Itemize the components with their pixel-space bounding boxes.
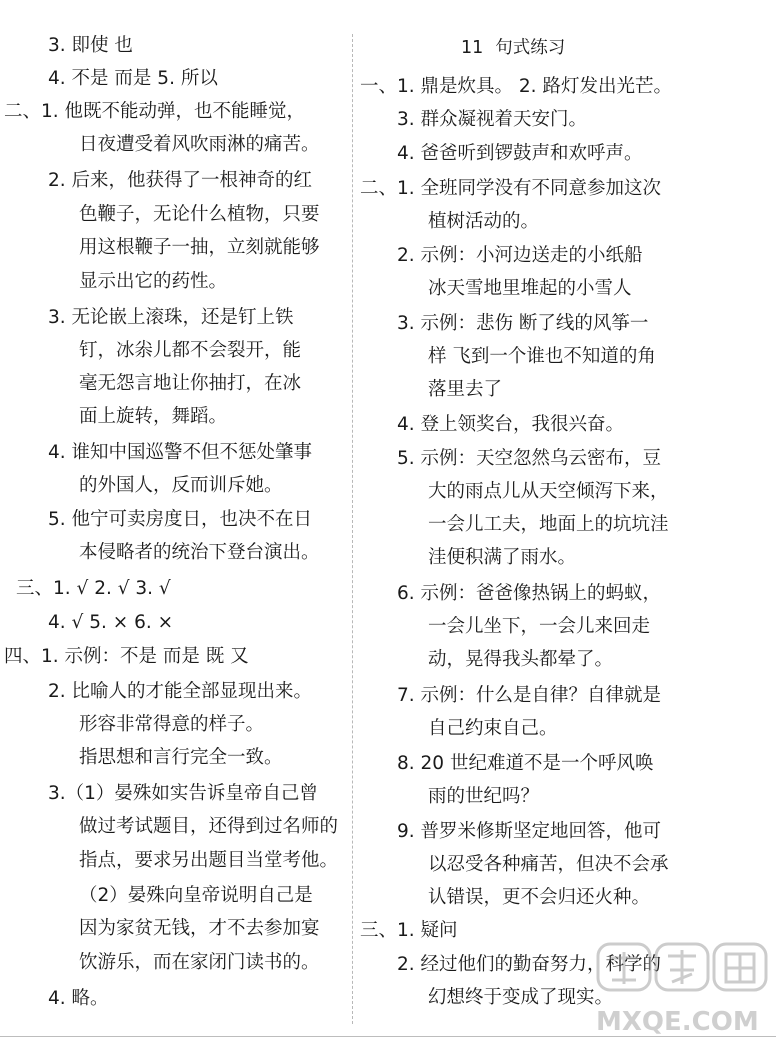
answer-line: 毫无怨言地让你抽打，在冰 <box>79 373 302 394</box>
answer-line: 形容非常得意的样子。 <box>79 714 265 735</box>
answer-line: 2. 比喻人的才能全部显现出来。 <box>48 681 313 702</box>
answer-line: 三、1. √ 2. √ 3. √ <box>16 578 171 599</box>
answer-line: 6. 示例：爸爸像热锅上的蚂蚁， <box>397 583 662 604</box>
answer-line: 3. 示例：悲伤 断了线的风筝一 <box>397 313 649 334</box>
answer-line: 样 飞到一个谁也不知道的角 <box>428 346 656 367</box>
answer-line: 5. 他宁可卖房度日，也决不在日 <box>48 509 313 530</box>
answer-line: 9. 普罗米修斯坚定地回答，他可 <box>397 821 662 842</box>
answer-line: 因为家贫无钱，才不去参加宴 <box>79 918 320 939</box>
section-title <box>461 36 565 60</box>
answer-line: 冰天雪地里堆起的小雪人 <box>428 278 632 299</box>
answer-line: 3. 群众凝视着天安门。 <box>397 109 588 130</box>
answer-line: 一、1. 鼎是炊具。 2. 路灯发出光芒。 <box>360 76 672 97</box>
answer-line: 自己约束自己。 <box>428 718 558 739</box>
answer-line: 雨的世纪吗？ <box>428 786 540 807</box>
answer-line: 大的雨点儿从天空倾泻下来， <box>428 481 669 502</box>
answer-line: 动，晃得我头都晕了。 <box>428 649 614 670</box>
answer-line: 二、1. 全班同学没有不同意参加这次 <box>360 178 662 199</box>
answer-line: 饮游乐，而在家闭门读书的。 <box>79 952 320 973</box>
answer-line: 做过考试题目，还得到过名师的 <box>79 816 339 837</box>
answer-line: 植树活动的。 <box>428 211 540 232</box>
answer-line: 以忍受各种痛苦，但决不会承 <box>428 854 669 875</box>
answer-line: 4. 谁知中国巡警不但不惩处肇事 <box>48 442 313 463</box>
answer-line: 3. 即使 也 <box>48 35 133 56</box>
answer-line: 显示出它的药性。 <box>79 271 228 292</box>
answer-line: 钉，冰尜儿都不会裂开，能 <box>79 340 302 361</box>
section-number: 11 <box>461 38 484 58</box>
answer-line: 色鞭子，无论什么植物，只要 <box>79 204 320 225</box>
answer-line: 用这根鞭子一抽，立刻就能够 <box>79 237 320 258</box>
answer-line: 四、1. 示例：不是 而是 既 又 <box>4 646 249 667</box>
answer-line: 本侵略者的统治下登台演出。 <box>79 542 320 563</box>
answer-line: （2）晏殊向皇帝说明自己是 <box>79 885 313 906</box>
answer-line: 面上旋转，舞蹈。 <box>79 406 228 427</box>
answer-line: 一会儿工夫，地面上的坑坑洼 <box>428 514 669 535</box>
answer-line: 4. 略。 <box>48 988 109 1009</box>
section-title-text: 句式练习 <box>495 38 566 58</box>
answer-line: 洼便积满了雨水。 <box>428 547 577 568</box>
answer-line: 二、1. 他既不能动弹，也不能睡觉， <box>4 101 306 122</box>
answer-line: 4. 登上领奖台，我很兴奋。 <box>397 414 625 435</box>
answer-line: 4. 不是 而是 5. 所以 <box>48 68 218 89</box>
answer-line: 日夜遭受着风吹雨淋的痛苦。 <box>79 134 320 155</box>
column-divider <box>352 34 353 1024</box>
answer-line: 2. 经过他们的勤奋努力，科学的 <box>397 954 662 975</box>
answer-line: 认错误，更不会归还火种。 <box>428 887 651 908</box>
answer-line: 2. 示例：小河边送走的小纸船 <box>397 245 643 266</box>
answer-line: 指点，要求另出题目当堂考他。 <box>79 850 339 871</box>
site-watermark-logo <box>592 938 776 1042</box>
answer-line: 的外国人，反而训斥她。 <box>79 475 283 496</box>
answer-line: 三、1. 疑问 <box>360 920 458 941</box>
answer-line: 4. √ 5. × 6. × <box>48 612 174 633</box>
answer-line: 一会儿坐下，一会儿来回走 <box>428 616 651 637</box>
answer-line: 指思想和言行完全一致。 <box>79 747 283 768</box>
answer-line: 幻想终于变成了现实。 <box>428 987 614 1008</box>
bottom-rule <box>0 1036 776 1037</box>
answer-line: 8. 20 世纪难道不是一个呼风唤 <box>397 753 654 774</box>
watermark-text: MXQE.COM <box>596 1007 759 1037</box>
answer-line: 5. 示例：天空忽然乌云密布，豆 <box>397 448 662 469</box>
answer-line: 2. 后来，他获得了一根神奇的红 <box>48 170 313 191</box>
answer-line: 4. 爸爸听到锣鼓声和欢呼声。 <box>397 143 643 164</box>
answer-line: 3. 无论嵌上滚珠，还是钉上铁 <box>48 307 294 328</box>
answer-line: 3.（1）晏殊如实告诉皇帝自己曾 <box>48 783 318 804</box>
answer-line: 落里去了 <box>428 379 503 400</box>
answer-line: 7. 示例：什么是自律？自律就是 <box>397 685 662 706</box>
